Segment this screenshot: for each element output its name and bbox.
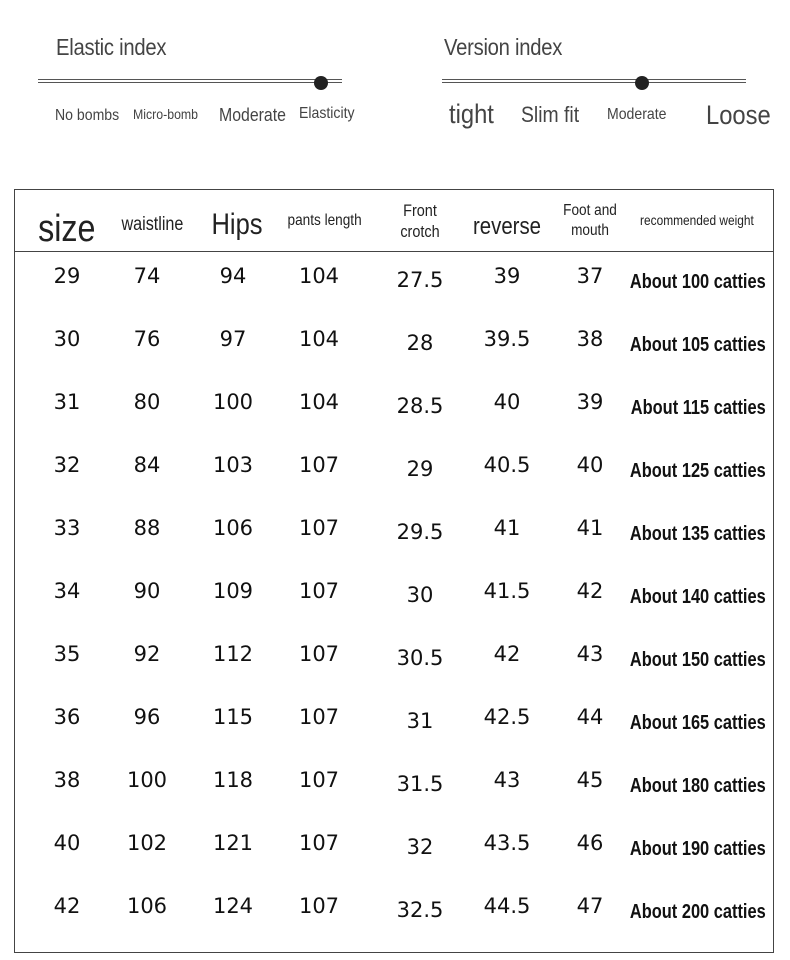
cell-hips: 106: [212, 516, 254, 540]
cell-size: 42: [53, 894, 81, 918]
table-row: [15, 567, 773, 630]
table-row: [15, 504, 773, 567]
cell-front-crotch: 31: [406, 709, 434, 733]
elastic-option-no-bombs: No bombs: [55, 107, 120, 124]
cell-foot-and-mouth: 38: [576, 327, 604, 351]
cell-size: 40: [53, 831, 81, 855]
size-chart-table: [14, 189, 774, 953]
cell-hips: 109: [212, 579, 254, 603]
cell-waistline: 106: [126, 894, 168, 918]
cell-pants-length: 107: [298, 894, 340, 918]
cell-recommended-weight: About 105 catties: [630, 333, 766, 356]
cell-hips: 94: [219, 264, 247, 288]
cell-waistline: 90: [133, 579, 161, 603]
cell-recommended-weight: About 190 catties: [630, 837, 766, 860]
cell-recommended-weight: About 125 catties: [630, 459, 766, 482]
cell-front-crotch: 29: [406, 457, 434, 481]
cell-waistline: 84: [133, 453, 161, 477]
cell-pants-length: 107: [298, 831, 340, 855]
cell-reverse: 41.5: [483, 579, 531, 603]
cell-front-crotch: 27.5: [396, 268, 444, 292]
header-pants-length: pants length: [287, 212, 363, 229]
cell-pants-length: 104: [298, 327, 340, 351]
header-reverse: reverse: [472, 213, 542, 240]
cell-foot-and-mouth: 41: [576, 516, 604, 540]
cell-front-crotch: 29.5: [396, 520, 444, 544]
cell-size: 36: [53, 705, 81, 729]
cell-foot-and-mouth: 43: [576, 642, 604, 666]
version-index-track: [442, 79, 746, 83]
version-index-title: Version index: [444, 34, 563, 60]
cell-size: 34: [53, 579, 81, 603]
cell-hips: 112: [212, 642, 254, 666]
cell-size: 30: [53, 327, 81, 351]
cell-size: 33: [53, 516, 81, 540]
cell-reverse: 42: [493, 642, 521, 666]
version-index-knob: [635, 76, 649, 90]
table-row: [15, 252, 773, 315]
cell-foot-and-mouth: 46: [576, 831, 604, 855]
table-row: [15, 630, 773, 693]
cell-reverse: 43: [493, 768, 521, 792]
elastic-index-knob: [314, 76, 328, 90]
cell-recommended-weight: About 150 catties: [630, 648, 766, 671]
cell-waistline: 74: [133, 264, 161, 288]
header-recommended-weight: recommended weight: [640, 212, 754, 229]
cell-front-crotch: 30.5: [396, 646, 444, 670]
cell-foot-and-mouth: 47: [576, 894, 604, 918]
table-row: [15, 315, 773, 378]
cell-reverse: 41: [493, 516, 521, 540]
cell-foot-and-mouth: 40: [576, 453, 604, 477]
elastic-index-track: [38, 79, 342, 83]
elastic-option-moderate: Moderate: [219, 105, 286, 125]
cell-waistline: 88: [133, 516, 161, 540]
cell-waistline: 80: [133, 390, 161, 414]
header-size: size: [38, 208, 96, 251]
cell-recommended-weight: About 165 catties: [630, 711, 766, 734]
elastic-option-elasticity: Elasticity: [299, 105, 355, 122]
table-row: [15, 441, 773, 504]
cell-front-crotch: 28.5: [396, 394, 444, 418]
table-row: [15, 819, 773, 882]
cell-recommended-weight: About 140 catties: [630, 585, 766, 608]
cell-recommended-weight: About 115 catties: [630, 396, 766, 419]
version-option-moderate: Moderate: [607, 106, 667, 123]
table-row: [15, 693, 773, 756]
cell-front-crotch: 28: [406, 331, 434, 355]
cell-hips: 97: [219, 327, 247, 351]
elastic-index-title: Elastic index: [56, 34, 167, 60]
cell-front-crotch: 32: [406, 835, 434, 859]
cell-size: 31: [53, 390, 81, 414]
header-waistline: waistline: [121, 214, 183, 236]
cell-reverse: 40: [493, 390, 521, 414]
table-row: [15, 756, 773, 819]
cell-reverse: 39.5: [483, 327, 531, 351]
cell-size: 32: [53, 453, 81, 477]
cell-pants-length: 104: [298, 264, 340, 288]
cell-waistline: 102: [126, 831, 168, 855]
cell-foot-and-mouth: 42: [576, 579, 604, 603]
cell-recommended-weight: About 180 catties: [630, 774, 766, 797]
header-foot-and-mouth: Foot and mouth: [563, 202, 617, 239]
elastic-option-micro-bomb: Micro-bomb: [133, 106, 199, 122]
cell-reverse: 44.5: [483, 894, 531, 918]
table-row: [15, 378, 773, 441]
cell-pants-length: 107: [298, 705, 340, 729]
cell-hips: 115: [212, 705, 254, 729]
cell-pants-length: 107: [298, 516, 340, 540]
cell-pants-length: 107: [298, 453, 340, 477]
cell-foot-and-mouth: 45: [576, 768, 604, 792]
elastic-index: [0, 0, 395, 150]
cell-reverse: 42.5: [483, 705, 531, 729]
cell-waistline: 76: [133, 327, 161, 351]
version-option-loose: Loose: [706, 100, 771, 130]
cell-front-crotch: 31.5: [396, 772, 444, 796]
cell-hips: 100: [212, 390, 254, 414]
version-option-tight: tight: [449, 99, 494, 129]
cell-recommended-weight: About 135 catties: [630, 522, 766, 545]
cell-foot-and-mouth: 39: [576, 390, 604, 414]
cell-front-crotch: 30: [406, 583, 434, 607]
cell-front-crotch: 32.5: [396, 898, 444, 922]
table-row: [15, 882, 773, 945]
version-option-slim-fit: Slim fit: [521, 102, 580, 127]
cell-recommended-weight: About 200 catties: [630, 900, 766, 923]
cell-reverse: 40.5: [483, 453, 531, 477]
cell-reverse: 43.5: [483, 831, 531, 855]
cell-reverse: 39: [493, 264, 521, 288]
cell-recommended-weight: About 100 catties: [630, 270, 766, 293]
cell-pants-length: 104: [298, 390, 340, 414]
cell-size: 29: [53, 264, 81, 288]
cell-waistline: 92: [133, 642, 161, 666]
cell-waistline: 100: [126, 768, 168, 792]
table-header: [15, 190, 773, 252]
version-index: [395, 0, 790, 150]
cell-foot-and-mouth: 37: [576, 264, 604, 288]
header-hips: Hips: [211, 208, 263, 242]
cell-waistline: 96: [133, 705, 161, 729]
cell-size: 38: [53, 768, 81, 792]
cell-size: 35: [53, 642, 81, 666]
cell-hips: 121: [212, 831, 254, 855]
cell-hips: 103: [212, 453, 254, 477]
cell-pants-length: 107: [298, 579, 340, 603]
cell-pants-length: 107: [298, 768, 340, 792]
cell-hips: 118: [212, 768, 254, 792]
cell-foot-and-mouth: 44: [576, 705, 604, 729]
cell-hips: 124: [212, 894, 254, 918]
header-front-crotch: Front crotch: [400, 200, 440, 241]
cell-pants-length: 107: [298, 642, 340, 666]
